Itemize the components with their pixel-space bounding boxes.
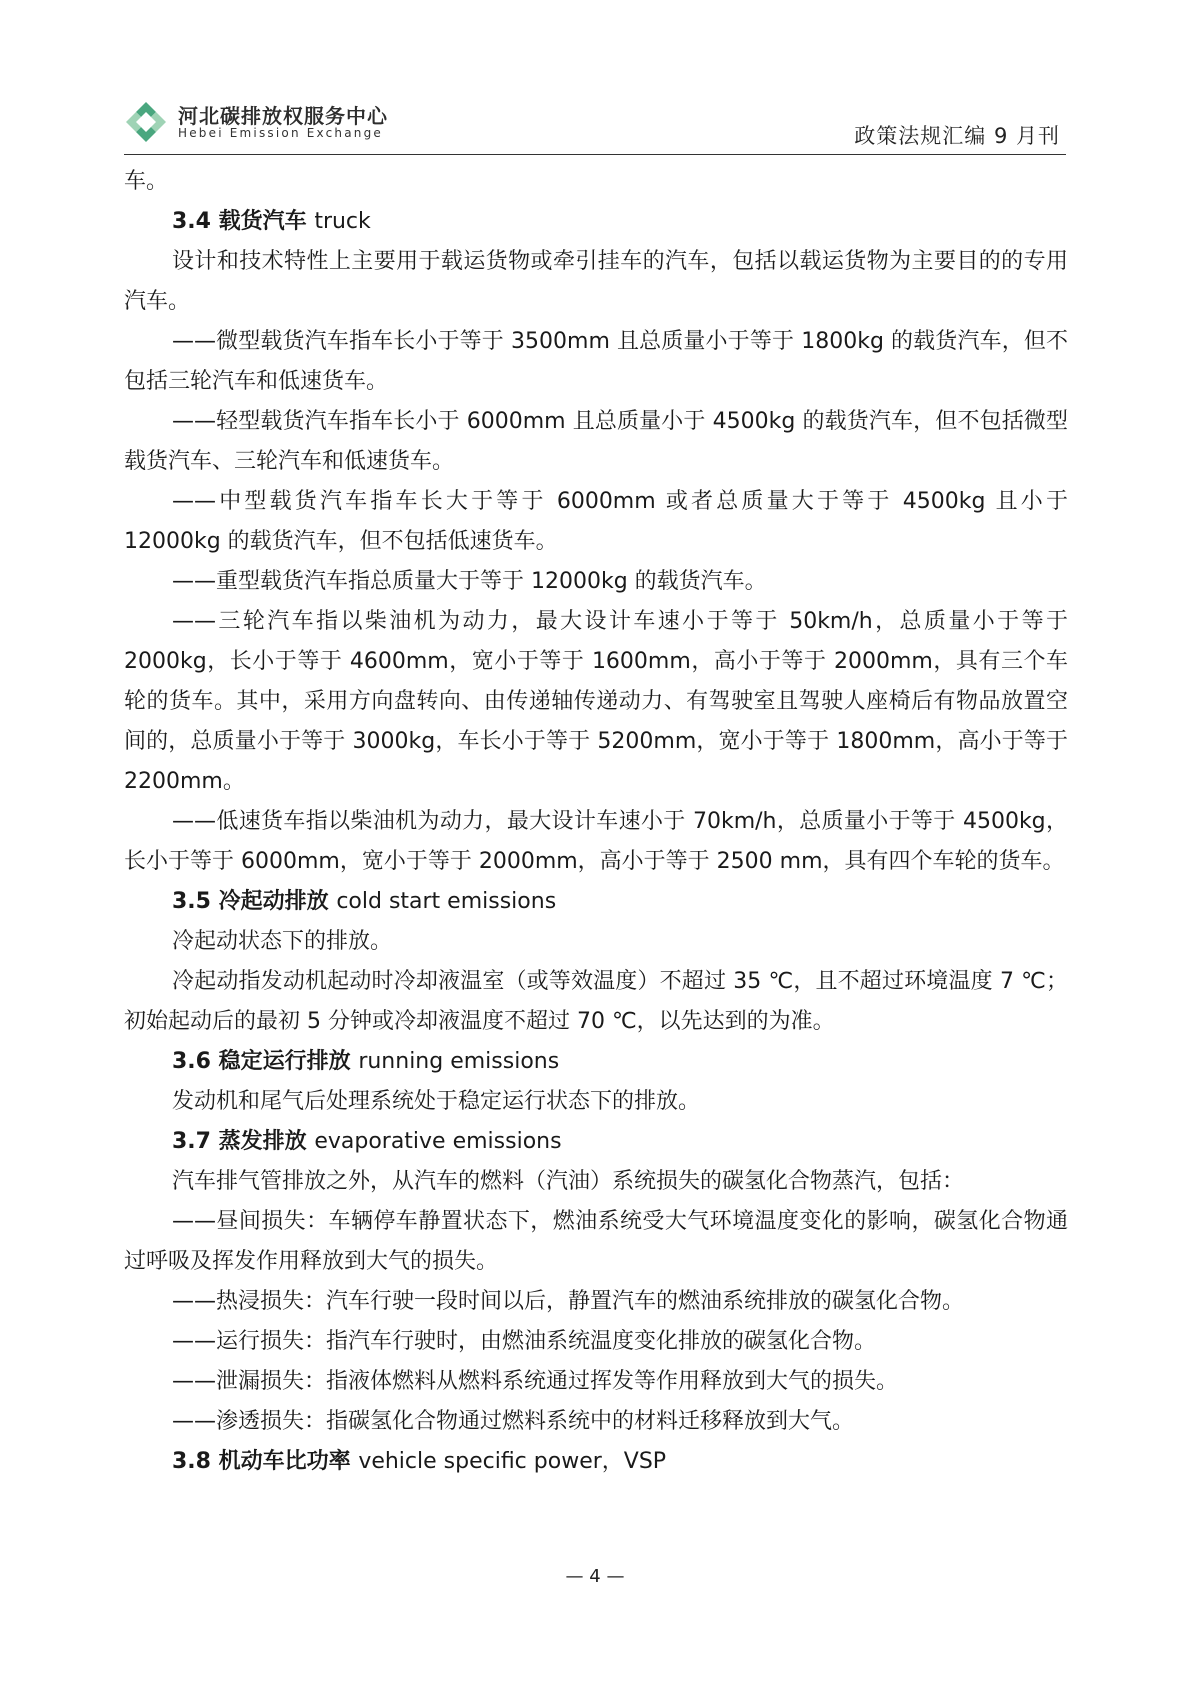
paragraph: 冷起动指发动机起动时冷却液温室（或等效温度）不超过 35 ℃，且不超过环境温度 7 ℃；初始起动后的最初 5 分钟或冷却液温度不超过 70 ℃，以先达到的为准。 [124,969,1068,1034]
section-heading-3-7: 3.7 蒸发排放 evaporative emissions [172,1129,562,1154]
page-number: — 4 — [565,1566,625,1587]
paragraph: 汽车排气管排放之外，从汽车的燃料（汽油）系统损失的碳氢化合物蒸汽，包括： [172,1169,965,1194]
paragraph: ——泄漏损失：指液体燃料从燃料系统通过挥发等作用释放到大气的损失。 [172,1369,899,1394]
org-name-cn: 河北碳排放权服务中心 [178,104,388,128]
org-logo-icon [124,100,168,144]
paragraph: ——轻型载货汽车指车长小于 6000mm 且总质量小于 4500kg 的载货汽车，但不包括微型载货汽车、三轮汽车和低速货车。 [124,409,1068,474]
paragraph: ——渗透损失：指碳氢化合物通过燃料系统中的材料迁移释放到大气。 [172,1409,855,1434]
paragraph: ——低速货车指以柴油机为动力，最大设计车速小于 70km/h，总质量小于等于 4500kg，长小于等于 6000mm，宽小于等于 2000mm，高小于等于 2500 mm，具有四个车轮的货车。 [124,809,1068,874]
paragraph: ——重型载货汽车指总质量大于等于 12000kg 的载货汽车。 [172,569,767,594]
paragraph: 车。 [124,169,169,194]
document-body [124,162,1068,1482]
paragraph: 设计和技术特性上主要用于载运货物或牵引挂车的汽车，包括以载运货物为主要目的的专用汽车。 [124,249,1068,314]
page-header [124,98,1066,154]
publication-title: 政策法规汇编 9 月刊 [854,124,1060,148]
paragraph: 冷起动状态下的排放。 [172,929,393,954]
paragraph: ——三轮汽车指以柴油机为动力，最大设计车速小于等于 50km/h，总质量小于等于 2000kg，长小于等于 4600mm，宽小于等于 1600mm，高小于等于 2000mm，具有三个车轮的货车。其中，采用方向盘转向、由传递轴传递动力、有驾驶室且驾驶人座椅后有物品放置空间的，总质量小于等于 3000kg，车长小于等于 5200mm，宽小于等于 1800mm，高小于等于 2200mm。 [124,609,1068,794]
paragraph: ——运行损失：指汽车行驶时，由燃油系统温度变化排放的碳氢化合物。 [172,1329,877,1354]
section-heading-3-4: 3.4 载货汽车 truck [172,209,371,234]
section-heading-3-6: 3.6 稳定运行排放 running emissions [172,1049,560,1074]
section-heading-3-8: 3.8 机动车比功率 vehicle specific power，VSP [172,1449,667,1474]
paragraph: ——昼间损失：车辆停车静置状态下，燃油系统受大气环境温度变化的影响，碳氢化合物通过呼吸及挥发作用释放到大气的损失。 [124,1209,1068,1274]
paragraph: ——微型载货汽车指车长小于等于 3500mm 且总质量小于等于 1800kg 的载货汽车，但不包括三轮汽车和低速货车。 [124,329,1068,394]
paragraph: ——中型载货汽车指车长大于等于 6000mm 或者总质量大于等于 4500kg 且小于 12000kg 的载货汽车，但不包括低速货车。 [124,489,1068,554]
paragraph: ——热浸损失：汽车行驶一段时间以后，静置汽车的燃油系统排放的碳氢化合物。 [172,1289,965,1314]
section-heading-3-5: 3.5 冷起动排放 cold start emissions [172,889,557,914]
header-divider [124,154,1066,155]
org-name-en: Hebei Emission Exchange [178,126,383,140]
paragraph: 发动机和尾气后处理系统处于稳定运行状态下的排放。 [172,1089,701,1114]
